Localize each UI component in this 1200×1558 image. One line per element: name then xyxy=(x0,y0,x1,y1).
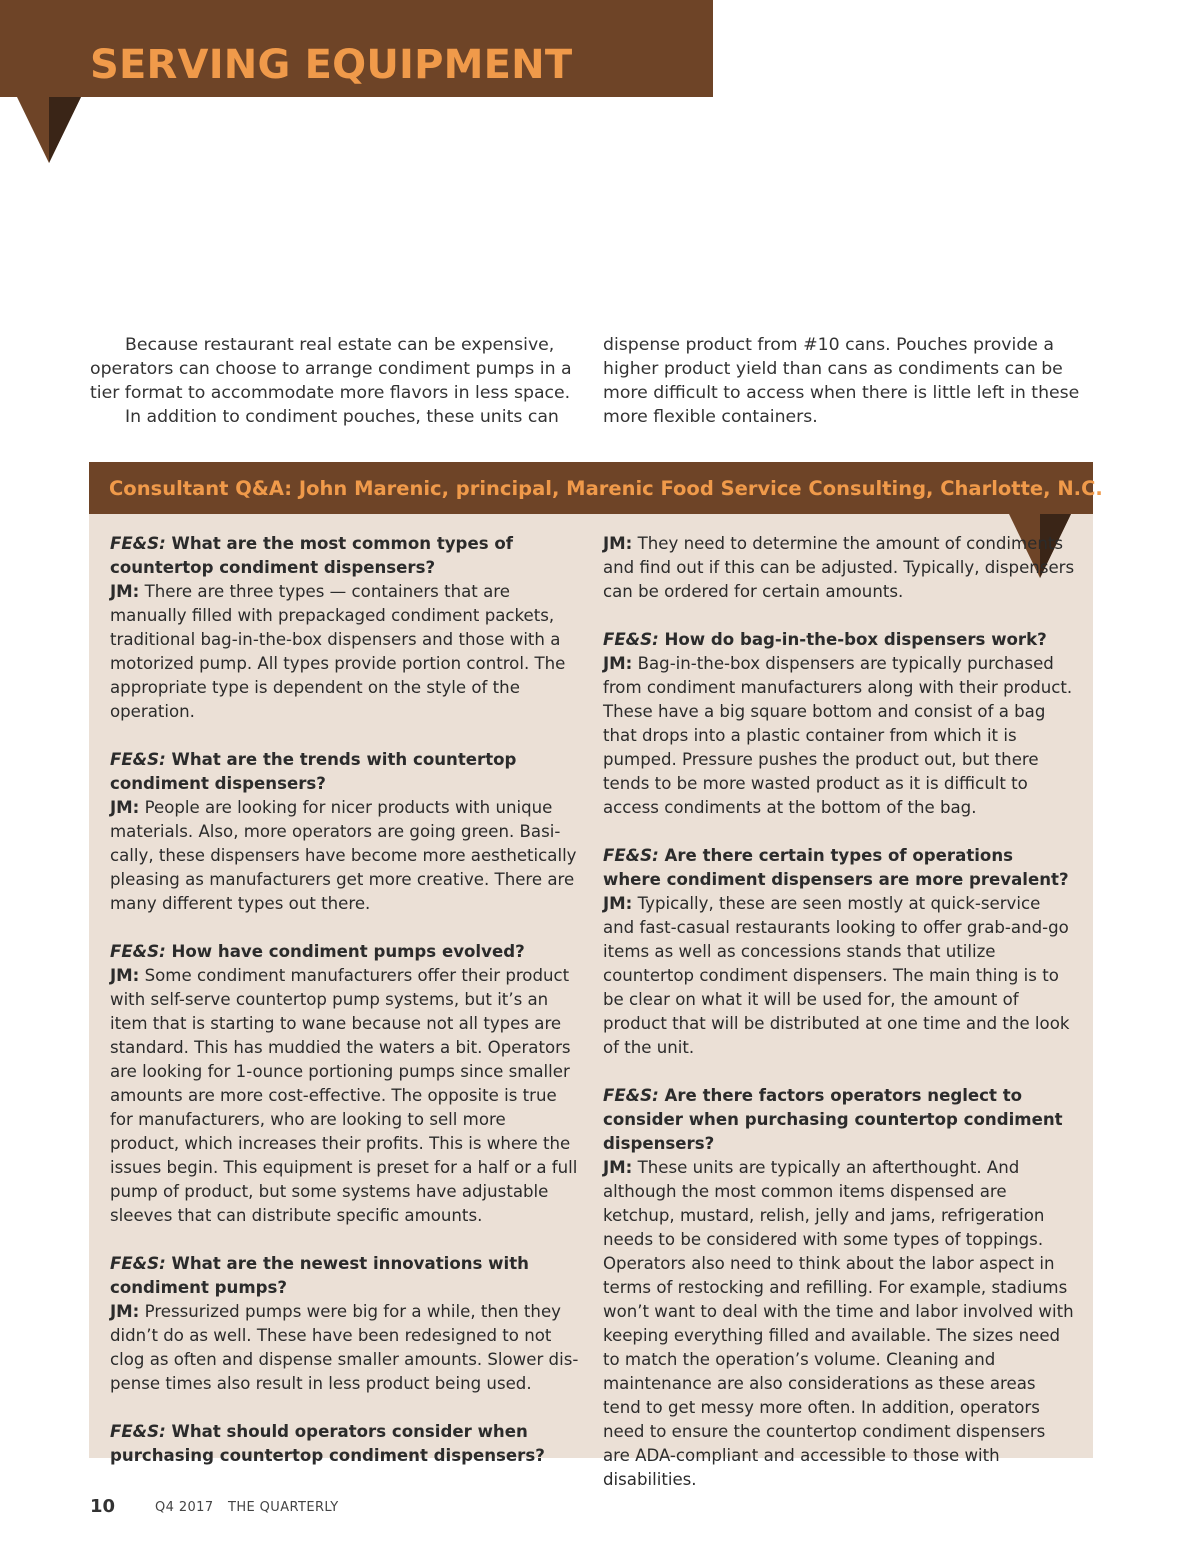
answer-label: JM: xyxy=(110,582,140,601)
question-text: What are the most common types of countertop condiment dispensers? xyxy=(110,534,513,577)
intro-paragraph-2: In addition to condiment pouches, these units can xyxy=(125,407,559,427)
qa-item xyxy=(603,628,1075,820)
publication-name: THE QUARTERLY xyxy=(228,1500,339,1515)
intro-paragraph-1: Because restaurant real estate can be expensive, operators can choose to arrange condiment pumps in a tier format to accommodate more flavors in less space. xyxy=(90,335,572,403)
qa-answer xyxy=(603,652,1075,820)
question-text: Are there factors operators neglect to consider when purchasing countertop condiment dispensers? xyxy=(603,1086,1063,1153)
qa-item xyxy=(110,532,580,724)
qa-answer xyxy=(603,1156,1075,1492)
answer-text: Bag-in-the-box dispensers are typically purchased from condiment manufacturers along with their product. These have a big square bottom and consist of a bag that drops into a plastic container from which it is pumped. Pressure pushes the product out, but there tends to be more wasted product as it is difficult to access condiments at the bottom of the bag. xyxy=(603,654,1073,817)
qa-answer xyxy=(110,964,580,1228)
answer-text: These units are typically an afterthought. And although the most common items dispensed are ketchup, mustard, relish, jelly and jams, refrigeration needs to be considered with some types of toppings. Operators also need to think about the labor aspect in terms of restocking and refilling. For example, stadiums won’t want to deal with the time and labor involved with keeping everything filled and available. The sizes need to match the operation’s volume. Cleaning and maintenance are also considerations as these areas tend to get messy more often. In addition, operators need to ensure the countertop condiment dispensers are ADA-compliant and accessible to those with disabilities. xyxy=(603,1158,1074,1489)
qa-item xyxy=(110,940,580,1228)
answer-label: JM: xyxy=(603,1158,633,1177)
question-text: What are the newest innovations with condiment pumps? xyxy=(110,1254,529,1297)
qa-question xyxy=(110,748,580,796)
section-title: SERVING EQUIPMENT xyxy=(90,42,573,88)
answer-text: Some condiment manufacturers offer their product with self-serve countertop pump systems, but it’s an item that is starting to wane because not all types are standard. This has muddied the waters a bit. Operators are looking for 1-ounce portioning pumps since smaller amounts are more cost-effective. The opposite is true for manufacturers, who are looking to sell more product, which increases their profits. This is where the issues begin. This equipment is preset for a half or a full pump of product, but some systems have adjustable sleeves that can distribute specific amounts. xyxy=(110,966,578,1225)
answer-label: JM: xyxy=(603,654,633,673)
answer-text: People are looking for nicer products with unique materials. Also, more operators are going green. Basically, these dispensers have become more aesthetically pleasing as manufacturers get more creative. There are many different types out there. xyxy=(110,798,577,913)
question-text: What are the trends with countertop condiment dispensers? xyxy=(110,750,517,793)
page-number: 10 xyxy=(90,1496,116,1517)
qa-item xyxy=(603,844,1075,1060)
qa-question xyxy=(110,940,580,964)
qa-question xyxy=(110,1420,580,1468)
qa-question xyxy=(110,532,580,580)
question-label: FE&S: xyxy=(603,846,659,865)
answer-text: There are three types — containers that are manually filled with prepackaged condiment packets, traditional bag-in-the-box dispensers and those with a motorized pump. All types provide portion control. The appropriate type is dependent on the style of the operation. xyxy=(110,582,566,721)
qa-answer xyxy=(603,532,1075,604)
qa-answer xyxy=(603,892,1075,1060)
qa-right-column xyxy=(603,532,1075,1516)
banner-triangle-decoration xyxy=(17,97,81,163)
question-label: FE&S: xyxy=(110,1254,166,1273)
answer-label: JM: xyxy=(603,894,633,913)
qa-answer xyxy=(110,1300,580,1396)
question-text: How do bag-in-the-box dispensers work? xyxy=(664,630,1047,649)
qa-item xyxy=(110,1420,580,1468)
answer-text: Typically, these are seen mostly at quick-service and fast-casual restaurants looking to offer grab-and-go items as well as concessions stands that utilize countertop condiment dispensers. The main thing is to be clear on what it will be used for, the amount of product that will be distributed at one time and the look of the unit. xyxy=(603,894,1070,1057)
question-text: How have condiment pumps evolved? xyxy=(171,942,525,961)
question-label: FE&S: xyxy=(603,630,659,649)
qa-item xyxy=(603,532,1075,604)
question-label: FE&S: xyxy=(110,750,166,769)
question-label: FE&S: xyxy=(110,534,166,553)
qa-item xyxy=(110,1252,580,1396)
consultant-qa-panel xyxy=(89,462,1103,1489)
question-label: FE&S: xyxy=(603,1086,659,1105)
intro-left-column xyxy=(90,333,580,429)
question-label: FE&S: xyxy=(110,942,166,961)
qa-question xyxy=(603,1084,1075,1156)
intro-right-column xyxy=(603,333,1098,429)
question-text: What should operators consider when purchasing countertop condiment dispensers? xyxy=(110,1422,545,1465)
banner-triangle-dark xyxy=(49,97,81,163)
question-text: Are there certain types of operations where condiment dispensers are more prevalent? xyxy=(603,846,1069,889)
qa-answer xyxy=(110,580,580,724)
qa-left-column xyxy=(110,532,580,1492)
section-banner xyxy=(0,0,713,97)
answer-label: JM: xyxy=(110,1302,140,1321)
qa-item xyxy=(110,748,580,916)
qa-item xyxy=(603,1084,1075,1492)
qa-question xyxy=(603,628,1075,652)
qa-question xyxy=(603,844,1075,892)
qa-title: Consultant Q&A: John Marenic, principal, Marenic Food Service Consulting, Charlotte, N.C. xyxy=(109,477,1103,500)
qa-header-bar xyxy=(89,462,1103,514)
answer-label: JM: xyxy=(603,534,633,553)
answer-label: JM: xyxy=(110,798,140,817)
answer-label: JM: xyxy=(110,966,140,985)
qa-answer xyxy=(110,796,580,916)
qa-question xyxy=(110,1252,580,1300)
intro-paragraph-3: dispense product from #10 cans. Pouches provide a higher product yield than cans as condiments can be more difficult to access when there is little left in these more flexible containers. xyxy=(603,335,1080,427)
answer-text: Pressurized pumps were big for a while, then they didn’t do as well. These have been redesigned to not clog as often and dispense smaller amounts. Slower dispense times also result in less product being used. xyxy=(110,1302,579,1393)
question-label: FE&S: xyxy=(110,1422,166,1441)
issue-label: Q4 2017 xyxy=(155,1500,214,1515)
answer-text: They need to determine the amount of condiments and find out if this can be adjusted. Typically, dispensers can be ordered for certain amounts. xyxy=(603,534,1075,601)
